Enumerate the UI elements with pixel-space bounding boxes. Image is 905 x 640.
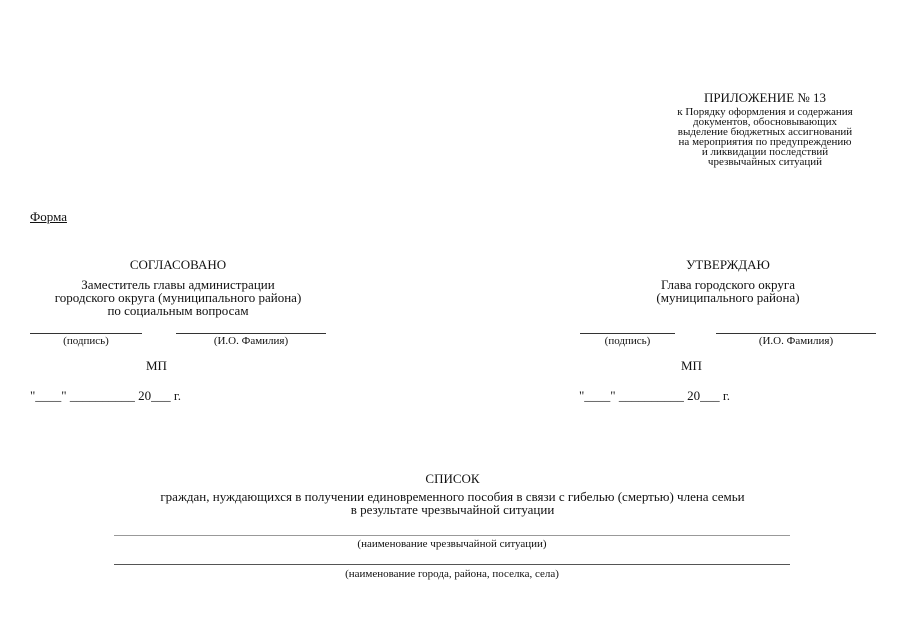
appendix-title: ПРИЛОЖЕНИЕ № 13: [703, 90, 827, 105]
emergency-name-line: [114, 535, 790, 536]
approve-name-caption: (И.О. Фамилия): [758, 335, 834, 347]
approve-block: [620, 258, 836, 304]
approve-date: "____" __________ 20___ г.: [579, 388, 730, 403]
approve-name-line: [716, 333, 876, 334]
appendix-line: на мероприятия по предупреждению: [678, 136, 852, 148]
approve-signature-caption: (подпись): [604, 335, 651, 347]
agreed-stamp: МП: [146, 358, 167, 373]
appendix-line: чрезвычайных ситуаций: [707, 156, 823, 168]
agreed-heading: СОГЛАСОВАНО: [129, 257, 227, 272]
locality-name-line: [114, 564, 790, 565]
list-title: СПИСОК: [425, 471, 480, 486]
agreed-name-line: [176, 333, 326, 334]
agreed-block: [20, 258, 336, 317]
list-block: [0, 471, 905, 516]
agreed-name-caption: (И.О. Фамилия): [213, 335, 289, 347]
appendix-line: документов, обосновывающих: [693, 116, 837, 128]
list-subtitle-line: в результате чрезвычайной ситуации: [350, 502, 555, 517]
form-label: Форма: [30, 209, 67, 224]
agreed-date: "____" __________ 20___ г.: [30, 388, 181, 403]
agreed-line: городского округа (муниципального района): [54, 290, 302, 305]
list-subtitle-line: граждан, нуждающихся в получении единовременного пособия в связи с гибелью (смертью) члена семьи: [160, 489, 745, 504]
approve-line: (муниципального района): [656, 290, 800, 305]
emergency-caption: (наименование чрезвычайной ситуации): [357, 538, 547, 550]
approve-heading: УТВЕРЖДАЮ: [686, 257, 770, 272]
agreed-line: Заместитель главы администрации: [81, 277, 275, 292]
approve-stamp: МП: [681, 358, 702, 373]
approve-line: Глава городского округа: [661, 277, 795, 292]
appendix-line: к Порядку оформления и содержания: [677, 106, 853, 118]
agreed-line: по социальным вопросам: [107, 303, 249, 318]
appendix-line: выделение бюджетных ассигнований: [677, 126, 853, 138]
agreed-signature-line: [30, 333, 142, 334]
agreed-signature-caption: (подпись): [63, 335, 109, 347]
appendix-line: и ликвидации последствий: [701, 146, 829, 158]
appendix-block: [640, 91, 890, 167]
approve-signature-line: [580, 333, 675, 334]
locality-caption: (наименование города, района, поселка, села): [345, 568, 559, 580]
